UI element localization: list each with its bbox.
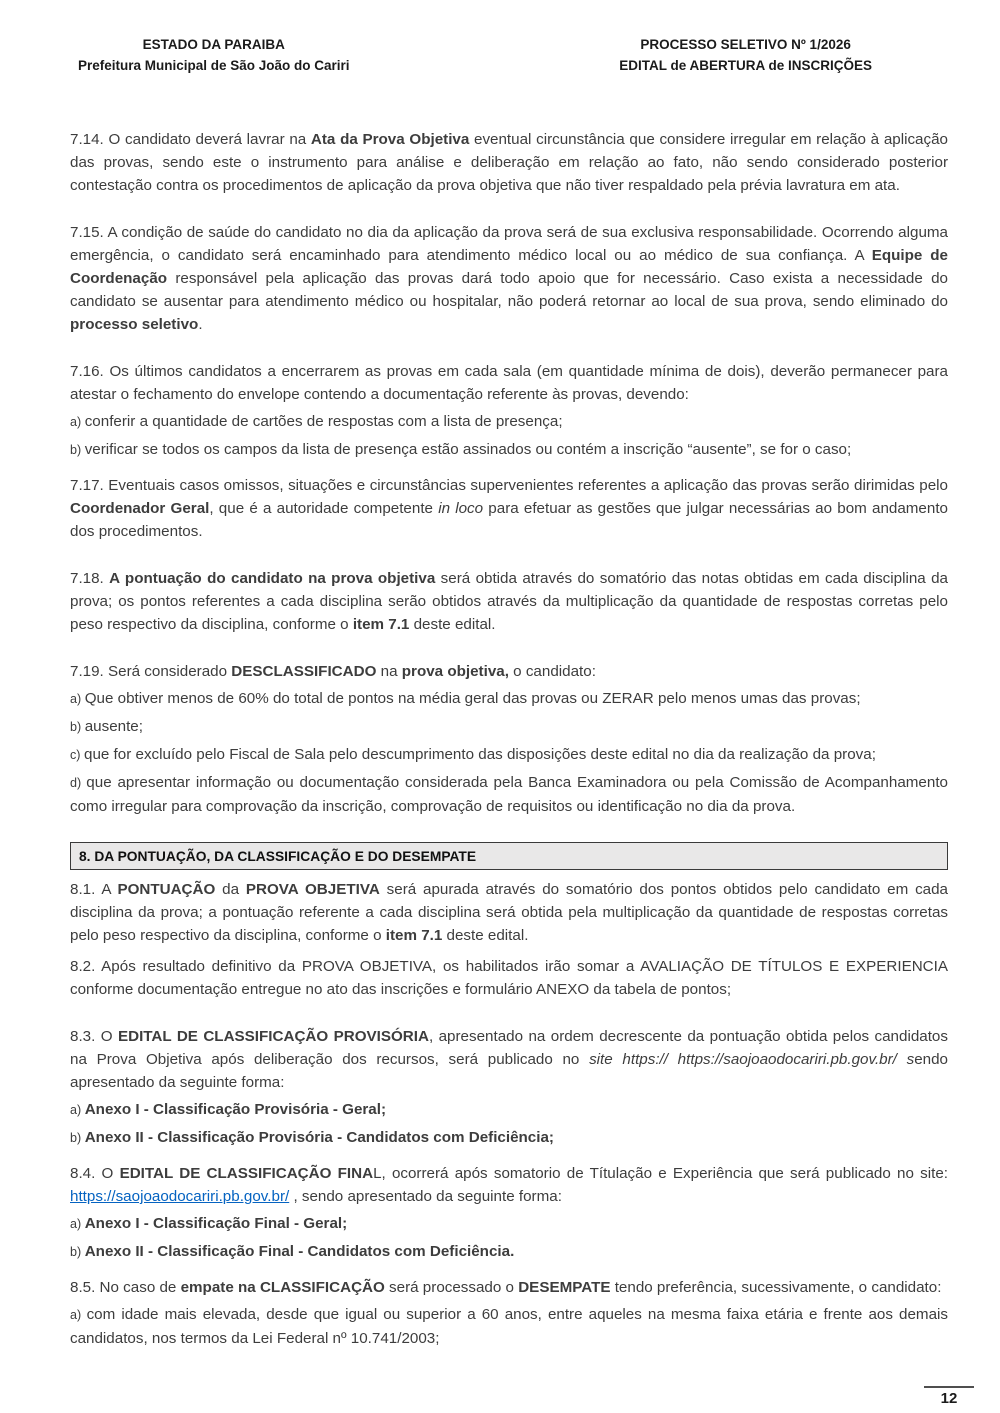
list-item-8-3-a [70, 1098, 948, 1122]
list-marker: b) [70, 1131, 85, 1145]
list-item-7-19-d [70, 771, 948, 818]
text-segment: , apresentado na ordem decrescente da pontuação obtida pelos candidatos na Prova Objetiva após deliberação dos recursos, será publicado no [70, 1028, 948, 1068]
text-segment: será processado o [384, 1279, 519, 1296]
list-marker: a) [70, 692, 85, 706]
text-segment: deste edital. [409, 616, 496, 633]
list-marker: a) [70, 1103, 85, 1117]
text-segment: Que obtiver menos de 60% do total de pontos na média geral das provas ou ZERAR pelo menos umas das provas; [84, 690, 861, 707]
list-marker: b) [70, 1245, 85, 1259]
paragraph-8-3 [70, 1025, 948, 1094]
text-segment: prova objetiva, [401, 663, 509, 680]
text-segment: . [198, 316, 203, 333]
text-segment: 8.1. A [70, 881, 118, 898]
text-segment: Coordenador Geral [70, 500, 210, 517]
page-header [0, 0, 1000, 76]
text-segment: 7.16. Os últimos candidatos a encerrarem as provas em cada sala (em quantidade mínima de dois), deverão permanecer para atestar o fechamento do envelope contendo a documentação referente às provas, devendo: [70, 363, 948, 403]
list-marker: a) [70, 1217, 85, 1231]
list-item-7-19-a [70, 687, 948, 711]
list-item-7-16-b [70, 438, 948, 462]
text-segment: verificar se todos os campos da lista de presença estão assinados ou contém a inscrição “ausente”, se for o caso; [84, 441, 852, 458]
list-item-7-16-a [70, 410, 948, 434]
text-segment: ausente; [84, 718, 143, 735]
header-right [619, 34, 872, 76]
external-link[interactable]: https://saojoaodocariri.pb.gov.br/ [70, 1188, 290, 1205]
text-segment: Anexo II - Classificação Provisória - Candidatos com Deficiência; [84, 1129, 554, 1146]
text-segment: DESCLASSIFICADO [231, 663, 377, 680]
paragraph-8-5 [70, 1276, 948, 1299]
paragraph-7-19 [70, 660, 948, 683]
text-segment: EDITAL DE CLASSIFICAÇÃO FINA [119, 1165, 374, 1182]
text-segment: responsável pela aplicação das provas dará todo apoio que for necessário. Caso exista a necessidade do candidato se ausentar para atendimento médico ou hospitalar, não poderá retornar ao local de sua prova, sendo eliminado do [70, 270, 948, 310]
text-segment: Anexo II - Classificação Final - Candidatos com Deficiência. [84, 1243, 515, 1260]
text-segment: PROVA OBJETIVA [245, 881, 380, 898]
paragraph-7-15 [70, 221, 948, 336]
text-segment: 8.3. O [70, 1028, 118, 1045]
text-segment: eventual circunstância que considere irregular em relação à aplicação das provas, sendo este o instrumento para análise e deliberação em relação ao fato, não sendo considerado posterior contestação contra os procedimentos de aplicação da prova objetiva que não tiver respaldado pela prévia lavratura em ata. [70, 131, 948, 194]
text-segment: deste edital. [442, 927, 529, 944]
text-segment: in loco [438, 500, 484, 517]
text-segment: endo apresentado da seguinte forma: [70, 1051, 948, 1091]
list-item-8-3-b [70, 1126, 948, 1150]
edital-title: EDITAL de ABERTURA de INSCRIÇÕES [619, 58, 872, 73]
list-marker: a) [70, 415, 85, 429]
paragraph-7-16 [70, 360, 948, 406]
text-segment: A pontuação do candidato na prova objetiva [109, 570, 436, 587]
list-item-8-5-a [70, 1303, 948, 1350]
text-segment: item 7.1 [352, 616, 410, 633]
text-segment: 7.19. Será considerado [70, 663, 232, 680]
text-segment: processo seletivo [70, 316, 199, 333]
document-body [0, 76, 1000, 1350]
text-segment: o candidato: [508, 663, 596, 680]
text-segment: Anexo I - Classificação Provisória - Geral; [84, 1101, 387, 1118]
text-segment: site https:// https://saojoaodocariri.pb.gov.br/ s [589, 1051, 915, 1068]
section-8-header: 8. DA PONTUAÇÃO, DA CLASSIFICAÇÃO E DO DESEMPATE [70, 842, 948, 870]
text-segment: 8.4. O [70, 1165, 120, 1182]
text-segment: na [376, 663, 402, 680]
municipality-name: Prefeitura Municipal de São João do Cariri [78, 58, 350, 73]
text-segment: item 7.1 [385, 927, 443, 944]
paragraph-7-17 [70, 474, 948, 543]
header-left [78, 34, 350, 76]
page-number: 12 [924, 1386, 974, 1407]
text-segment: empate na CLASSIFICAÇÃO [180, 1279, 385, 1296]
list-marker: d) [70, 776, 87, 790]
paragraph-7-18 [70, 567, 948, 636]
list-marker: c) [70, 748, 84, 762]
list-item-8-4-a [70, 1212, 948, 1236]
list-item-7-19-c [70, 743, 948, 767]
list-item-8-4-b [70, 1240, 948, 1264]
paragraph-7-14 [70, 128, 948, 197]
text-segment: 7.15. A condição de saúde do candidato no dia da aplicação da prova será de sua exclusiva responsabilidade. Ocorrendo alguma emergência, o candidato será encaminhado para atendimento médico local ou ao médico de sua confiança. A [70, 224, 948, 264]
paragraph-8-4 [70, 1162, 948, 1208]
text-segment: será apurada através do somatório dos pontos obtidos pelo candidato em cada disciplina da prova; a pontuação referente a cada disciplina será obtida pela multiplicação da quantidade de respostas corretas pelo peso respectivo da disciplina, conforme o [70, 881, 948, 944]
text-segment: DESEMPATE [518, 1279, 611, 1296]
text-segment: Anexo I - Classificação Final - Geral; [84, 1215, 348, 1232]
state-name: ESTADO DA PARAIBA [142, 37, 285, 52]
list-marker: b) [70, 720, 85, 734]
text-segment: EDITAL DE CLASSIFICAÇÃO PROVISÓRIA [117, 1028, 429, 1045]
text-segment: 8.2. Após resultado definitivo da PROVA OBJETIVA, os habilitados irão somar a AVALIAÇÃO DE TÍTULOS E EXPERIENCIA conforme documentação entregue no ato das inscrições e formulário ANEXO da tabela de pontos; [70, 958, 948, 998]
list-marker: b) [70, 443, 85, 457]
text-segment: 7.18. [70, 570, 110, 587]
text-segment: Ata da Prova Objetiva [310, 131, 470, 148]
text-segment: L, ocorrerá após somatorio de Títulação e Experiência que será publicado no site: [373, 1165, 948, 1182]
text-segment: , sendo apresentado da seguinte forma: [289, 1188, 562, 1205]
text-segment: será obtida através do somatório das notas obtidas em cada disciplina da prova; os pontos referentes a cada disciplina serão obtidos através da multiplicação da quantidade de respostas corretas pelo peso respectivo da disciplina, conforme o [70, 570, 949, 633]
process-title: PROCESSO SELETIVO Nº 1/2026 [640, 37, 851, 52]
text-segment: com idade mais elevada, desde que igual ou superior a 60 anos, entre aqueles na mesma faixa etária e frente aos demais candidatos, nos termos da Lei Federal nº 10.741/2003; [70, 1306, 948, 1347]
text-segment: tendo preferência, sucessivamente, o candidato: [610, 1279, 942, 1296]
text-segment: que for excluído pelo Fiscal de Sala pelo descumprimento das disposições deste edital no dia da realização da prova; [84, 746, 876, 763]
text-segment: Equipe de Coordenação [70, 247, 948, 287]
text-segment: , que é a autoridade competente [209, 500, 439, 517]
paragraph-8-2 [70, 955, 948, 1001]
paragraph-8-1 [70, 878, 948, 947]
list-item-7-19-b [70, 715, 948, 739]
text-segment: da [215, 881, 246, 898]
text-segment: conferir a quantidade de cartões de respostas com a lista de presença; [84, 413, 563, 430]
text-segment: 8.5. No caso de [70, 1279, 181, 1296]
list-marker: a) [70, 1308, 87, 1322]
text-segment: que apresentar informação ou documentação considerada pela Banca Examinadora ou pela Comissão de Acompanhamento como irregular para comprovação da inscrição, comprovação de requisitos ou identificação no dia da prova. [70, 774, 948, 815]
text-segment: 7.17. Eventuais casos omissos, situações e circunstâncias supervenientes referentes a aplicação das provas serão dirimidas pelo [70, 477, 948, 494]
text-segment: PONTUAÇÃO [117, 881, 216, 898]
text-segment: 7.14. O candidato deverá lavrar na [70, 131, 311, 148]
text-segment: para efetuar as gestões que julgar necessárias ao bom andamento dos procedimentos. [70, 500, 948, 540]
